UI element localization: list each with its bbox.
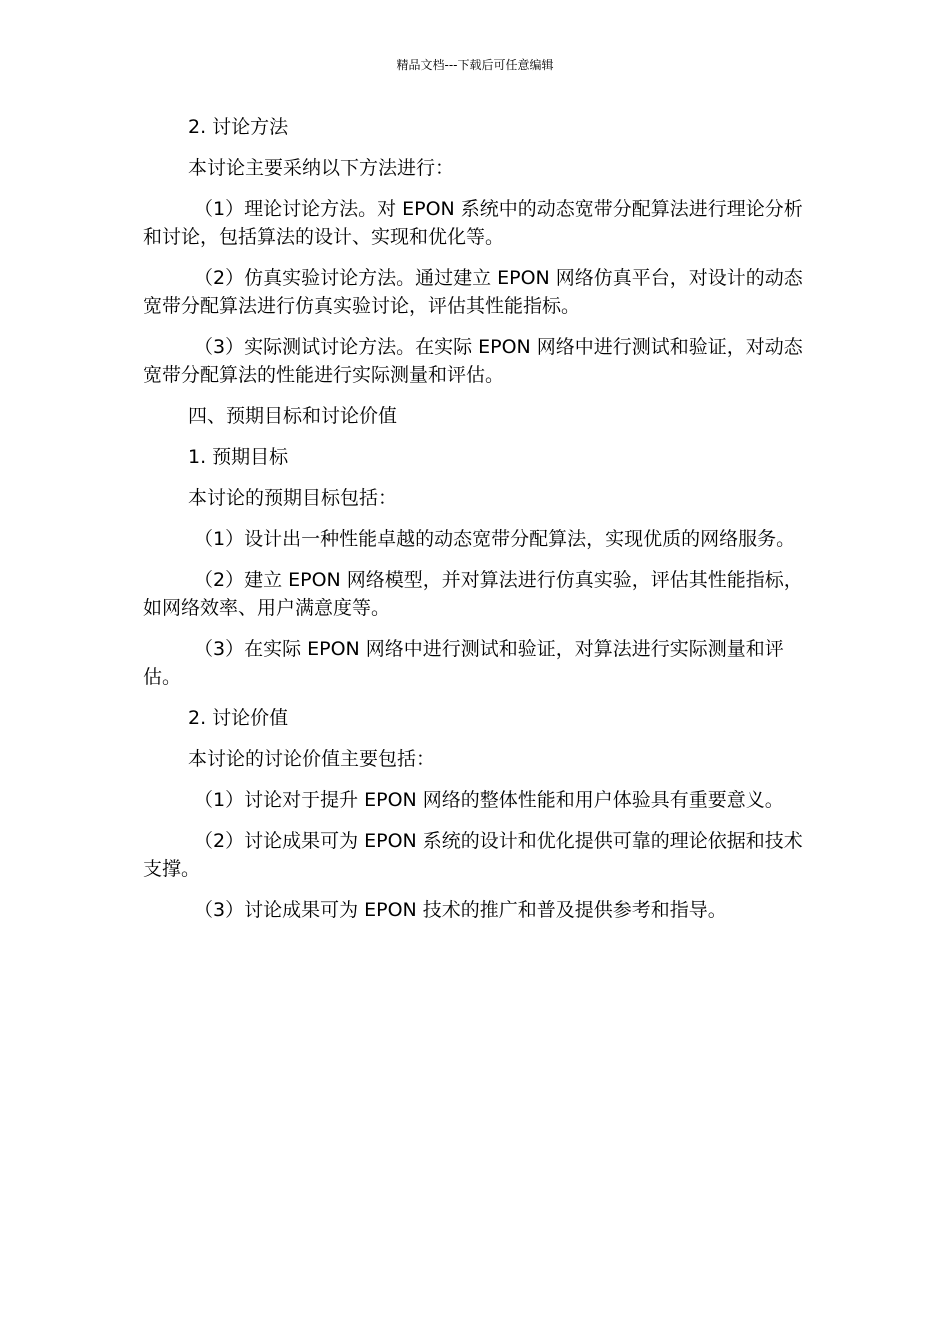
method-item-2: （2）仿真实验讨论方法。通过建立 EPON 网络仿真平台，对设计的动态宽带分配算法进行仿真实验讨论，评估其性能指标。 [143, 267, 803, 317]
method-item-3: （3）实际测试讨论方法。在实际 EPON 网络中进行测试和验证，对动态宽带分配算法的性能进行实际测量和评估。 [143, 336, 803, 386]
goal-item-3: （3）在实际 EPON 网络中进行测试和验证，对算法进行实际测量和评估。 [143, 638, 784, 688]
methods-intro: 本讨论主要采纳以下方法进行： [188, 157, 455, 179]
goal-item-1: （1）设计出一种性能卓越的动态宽带分配算法，实现优质的网络服务。 [194, 528, 796, 550]
heading-research-value: 2. 讨论价值 [188, 707, 289, 729]
heading-expected-goals: 1. 预期目标 [188, 446, 289, 468]
heading-research-methods: 2. 讨论方法 [188, 116, 289, 138]
value-item-1: （1）讨论对于提升 EPON 网络的整体性能和用户体验具有重要意义。 [194, 789, 784, 811]
page-header: 精品文档---下载后可任意编辑 [396, 58, 554, 72]
goals-intro: 本讨论的预期目标包括： [188, 487, 398, 509]
value-intro: 本讨论的讨论价值主要包括： [188, 748, 436, 770]
heading-section-four: 四、预期目标和讨论价值 [188, 405, 398, 427]
document-body [143, 113, 809, 937]
method-item-1: （1）理论讨论方法。对 EPON 系统中的动态宽带分配算法进行理论分析和讨论，包括算法的设计、实现和优化等。 [143, 198, 803, 248]
value-item-2: （2）讨论成果可为 EPON 系统的设计和优化提供可靠的理论依据和技术支撑。 [143, 830, 803, 880]
goal-item-2: （2）建立 EPON 网络模型，并对算法进行仿真实验，评估其性能指标，如网络效率、用户满意度等。 [143, 569, 803, 619]
value-item-3: （3）讨论成果可为 EPON 技术的推广和普及提供参考和指导。 [194, 899, 727, 921]
